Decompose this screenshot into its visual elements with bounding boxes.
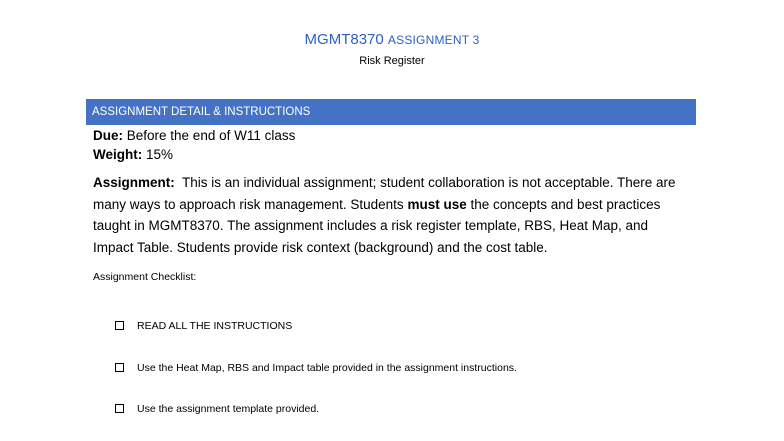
- course-code: MGMT8370: [304, 31, 384, 48]
- checklist-item: [115, 402, 319, 416]
- section-banner: ASSIGNMENT DETAIL & INSTRUCTIONS: [86, 99, 696, 125]
- checklist-item-label: Use the assignment template provided.: [137, 403, 320, 415]
- assignment-label: Assignment:: [93, 175, 175, 190]
- due-value: Before the end of W11 class: [126, 128, 296, 143]
- due-label: Due:: [93, 128, 123, 143]
- checkbox-icon[interactable]: [115, 363, 124, 372]
- checklist-item-label: READ ALL THE INSTRUCTIONS: [137, 320, 293, 332]
- weight-line: [93, 146, 173, 164]
- assignment-text-1: This is an individual assignment; student collaboration is not acceptable. There are many ways to approach risk management. Students: [93, 175, 676, 212]
- checkbox-icon[interactable]: [115, 404, 124, 413]
- checklist-title: Assignment Checklist:: [93, 271, 197, 283]
- checklist-item: [115, 361, 517, 375]
- document-title: [0, 31, 784, 49]
- due-line: [93, 127, 295, 145]
- checklist-item: [115, 319, 292, 333]
- weight-value: 15%: [146, 147, 174, 162]
- assignment-paragraph: [93, 172, 683, 258]
- checklist-item-label: Use the Heat Map, RBS and Impact table provided in the assignment instructions.: [137, 362, 517, 374]
- assignment-emphasis: must use: [407, 196, 467, 212]
- assignment-number: ASSIGNMENT 3: [387, 33, 480, 47]
- document-subtitle: Risk Register: [359, 55, 425, 67]
- checkbox-icon[interactable]: [115, 321, 124, 330]
- assignment-text-2: the concepts and best practices taught in MGMT8370. The assignment includes a risk register template, RBS, Heat Map, and Impact Table. Students provide risk context (background) and the cost table.: [93, 196, 661, 255]
- weight-label: Weight:: [93, 147, 143, 162]
